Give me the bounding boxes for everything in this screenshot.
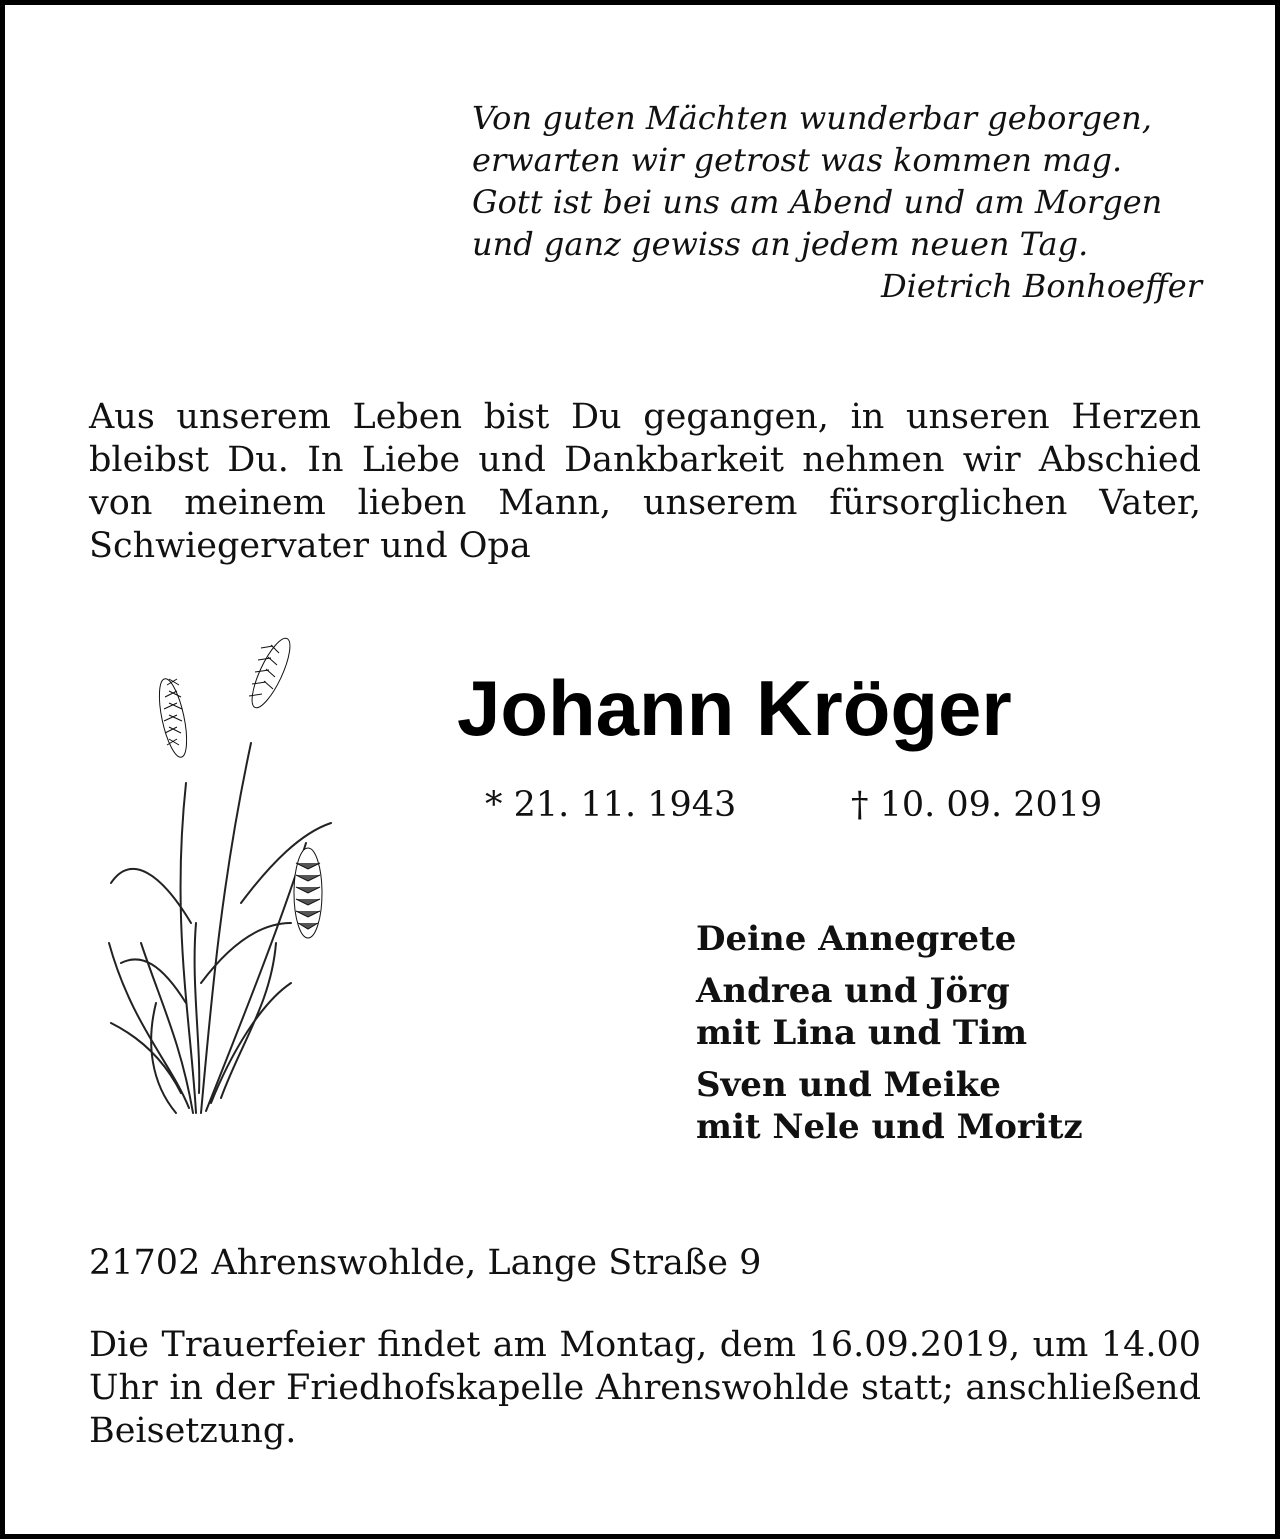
poem-quote [472, 97, 1202, 307]
poem-author: Dietrich Bonhoeffer [880, 267, 1202, 305]
poem-line: erwarten wir getrost was kommen mag. [472, 141, 1123, 179]
mourner-group [696, 970, 1216, 1054]
mourner-line: Deine Annegrete [696, 919, 1017, 959]
mourner-group [696, 918, 1216, 960]
poem-line: Von guten Mächten wunderbar geborgen, [472, 99, 1152, 137]
mourner-line: Sven und Meike [696, 1065, 1001, 1105]
poem-line: und ganz gewiss an jedem neuen Tag. [472, 225, 1089, 263]
mourner-line: mit Nele und Moritz [696, 1107, 1083, 1147]
mourner-group [696, 1064, 1216, 1148]
deceased-name: Johann Kröger [457, 664, 1012, 752]
poem-line: Gott ist bei uns am Abend und am Morgen [472, 183, 1163, 221]
wheat-ears-icon [101, 623, 351, 1123]
ceremony-info: Die Trauerfeier findet am Montag, dem 16.09.2019, um 14.00 Uhr in der Friedhofskapelle Ahrenswohlde statt; anschließend Beisetzung. [89, 1325, 1201, 1451]
mourner-line: mit Lina und Tim [696, 1013, 1028, 1053]
birth-date: * 21. 11. 1943 [485, 785, 737, 825]
mourners-list [696, 918, 1216, 1158]
intro-text: Aus unserem Leben bist Du gegangen, in unseren Herzen bleibst Du. In Liebe und Dankbarkeit nehmen wir Abschied von meinem lieben Mann, unserem fürsorglichen Vater, Schwiegervater und Opa [89, 397, 1201, 566]
mourner-line: Andrea und Jörg [696, 971, 1010, 1011]
address: 21702 Ahrenswohlde, Lange Straße 9 [89, 1243, 762, 1283]
death-date: † 10. 09. 2019 [851, 785, 1103, 825]
